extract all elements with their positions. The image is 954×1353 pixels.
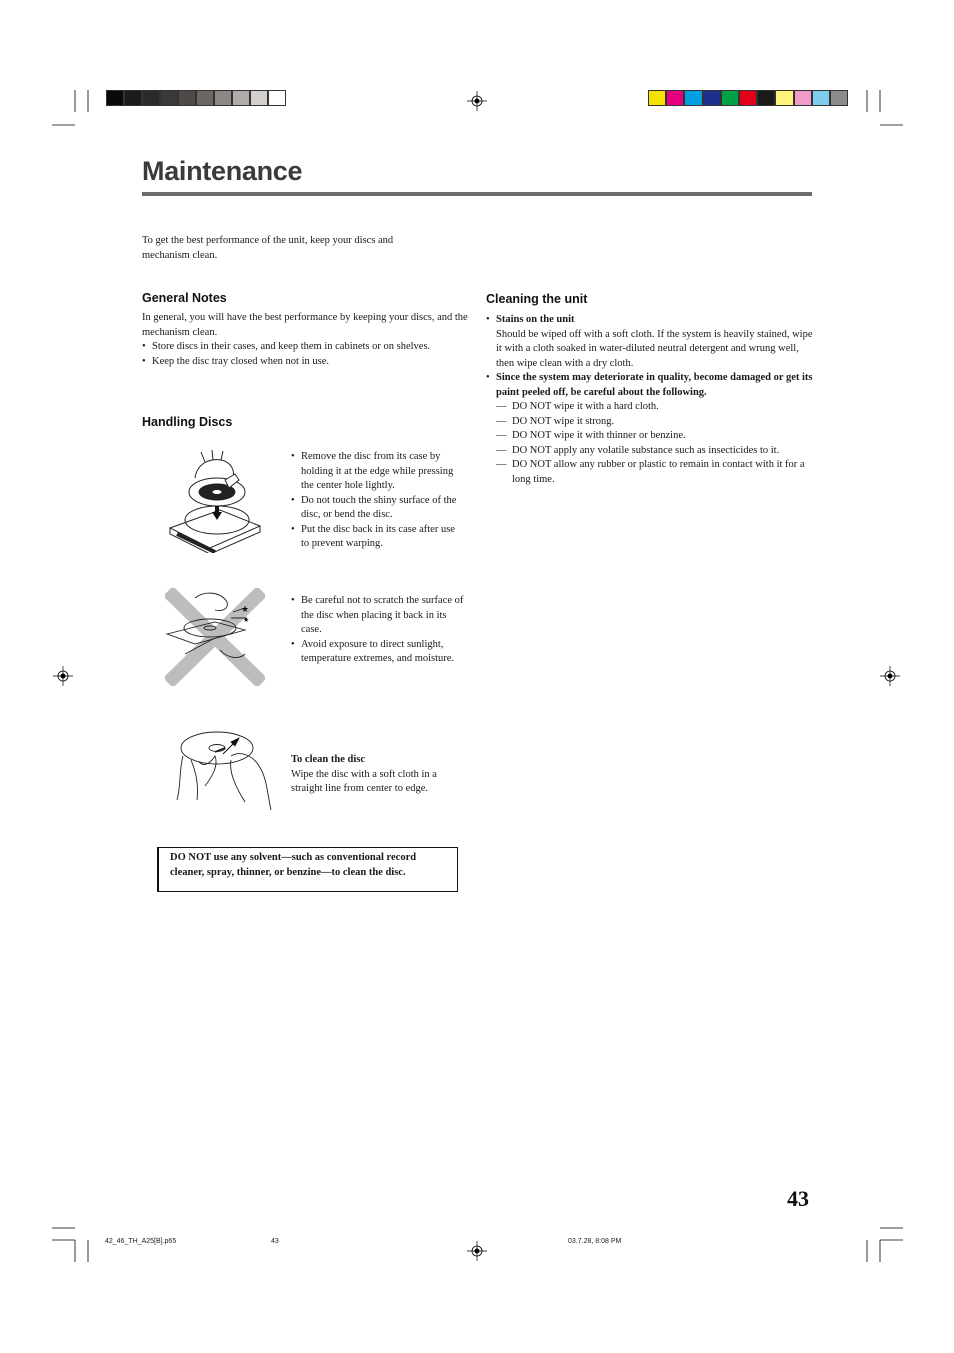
solvent-warning-box bbox=[157, 847, 458, 892]
color-swatch bbox=[648, 90, 666, 106]
clean-disc-heading: To clean the disc bbox=[291, 754, 365, 765]
page-number: 43 bbox=[787, 1186, 809, 1211]
list-item: • Keep the disc tray closed when not in use. bbox=[142, 355, 472, 370]
color-swatch bbox=[812, 90, 830, 106]
general-notes-list bbox=[142, 340, 472, 369]
list-item: — DO NOT wipe it with a hard cloth. bbox=[486, 400, 814, 415]
solvent-warning-text: DO NOT use any solvent—such as conventional record cleaner, spray, thinner, or benzine—to clean the disc. bbox=[170, 852, 417, 878]
disc-removal-illustration bbox=[165, 448, 265, 553]
color-swatch bbox=[684, 90, 702, 106]
handling-block-1 bbox=[291, 450, 463, 552]
color-swatch bbox=[232, 90, 250, 106]
svg-text:★: ★ bbox=[243, 616, 250, 624]
color-swatch bbox=[666, 90, 684, 106]
registration-mark-left bbox=[53, 666, 73, 686]
color-swatch bbox=[124, 90, 142, 106]
color-swatch bbox=[268, 90, 286, 106]
color-swatch bbox=[775, 90, 793, 106]
title-rule bbox=[142, 192, 812, 196]
cleaning-unit-body bbox=[486, 313, 814, 487]
intro-text: To get the best performance of the unit, keep your discs and mechanism clean. bbox=[142, 235, 394, 261]
color-swatch bbox=[739, 90, 757, 106]
list-item: • Remove the disc from its case by holding it at the edge while pressing the center hole lightly. bbox=[291, 450, 463, 494]
footer-filename: 42_46_TH_A25[B].p65 bbox=[105, 1238, 177, 1245]
color-swatch bbox=[196, 90, 214, 106]
wrong-handling-illustration bbox=[165, 588, 265, 686]
list-item: • Avoid exposure to direct sunlight, temperature extremes, and moisture. bbox=[291, 638, 465, 667]
footer-page: 43 bbox=[271, 1238, 279, 1245]
svg-text:★: ★ bbox=[241, 605, 250, 615]
general-notes-heading: General Notes bbox=[142, 291, 227, 305]
color-swatch bbox=[142, 90, 160, 106]
color-swatch bbox=[757, 90, 775, 106]
registration-mark-right bbox=[880, 666, 900, 686]
list-item bbox=[486, 371, 814, 400]
registration-mark-top bbox=[467, 91, 487, 111]
list-item: — DO NOT apply any volatile substance such as insecticides to it. bbox=[486, 444, 814, 459]
clean-disc-text: Wipe the disc with a soft cloth in a straight line from center to edge. bbox=[291, 768, 437, 794]
list-item: • Put the disc back in its case after use to prevent warping. bbox=[291, 523, 463, 552]
handling-block-2 bbox=[291, 594, 465, 667]
list-item: — DO NOT allow any rubber or plastic to remain in contact with it for a long time. bbox=[486, 458, 814, 487]
general-notes-text: In general, you will have the best performance by keeping your discs, and the mechanism clean. bbox=[142, 312, 468, 338]
color-swatch bbox=[721, 90, 739, 106]
stains-heading: • Stains on the unit bbox=[496, 314, 575, 325]
handling-list-1 bbox=[291, 450, 463, 552]
disc-cleaning-illustration bbox=[175, 726, 275, 814]
registration-mark-bottom bbox=[467, 1241, 487, 1261]
page-title: Maintenance bbox=[142, 156, 303, 186]
clean-disc-block bbox=[291, 753, 466, 797]
color-swatch bbox=[214, 90, 232, 106]
caution-list bbox=[486, 400, 814, 487]
color-swatch bbox=[106, 90, 124, 106]
list-item: — DO NOT wipe it strong. bbox=[486, 415, 814, 430]
list-item: • Store discs in their cases, and keep them in cabinets or on shelves. bbox=[142, 340, 472, 355]
list-item: • Do not touch the shiny surface of the disc, or bend the disc. bbox=[291, 494, 463, 523]
cleaning-unit-list bbox=[486, 313, 814, 400]
color-swatch bbox=[703, 90, 721, 106]
color-swatch bbox=[794, 90, 812, 106]
footer-date: 03.7.28, 8:08 PM bbox=[568, 1238, 622, 1245]
caution-heading: • Since the system may deteriorate in quality, become damaged or get its paint peeled off, be careful about the following. bbox=[496, 372, 813, 398]
general-notes-body bbox=[142, 311, 472, 369]
color-swatch bbox=[250, 90, 268, 106]
color-swatch bbox=[178, 90, 196, 106]
handling-discs-heading: Handling Discs bbox=[142, 415, 233, 429]
cleaning-unit-heading: Cleaning the unit bbox=[486, 292, 588, 306]
stains-text: Should be wiped off with a soft cloth. If the system is heavily stained, wipe it with a cloth soaked in water-diluted neutral detergent and wrung well, then wipe clean with a dry cloth. bbox=[496, 328, 813, 369]
list-item: — DO NOT wipe it with thinner or benzine. bbox=[486, 429, 814, 444]
color-swatch bbox=[160, 90, 178, 106]
list-item bbox=[486, 313, 814, 371]
list-item: • Be careful not to scratch the surface of the disc when placing it back in its case. bbox=[291, 594, 465, 638]
handling-list-2 bbox=[291, 594, 465, 667]
color-swatch bbox=[830, 90, 848, 106]
